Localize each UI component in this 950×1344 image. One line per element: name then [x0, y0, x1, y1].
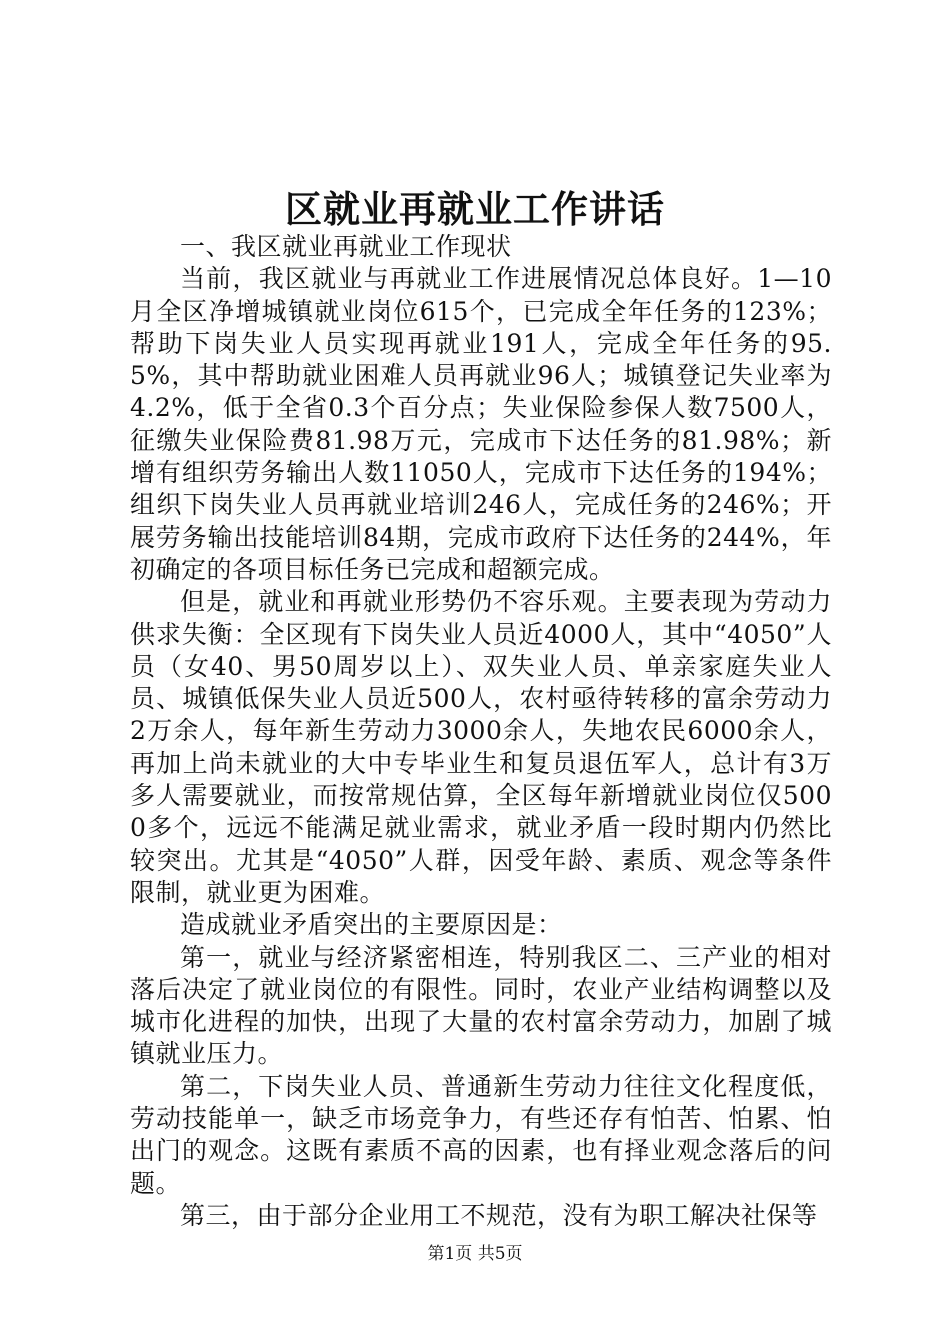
document-title: 区就业再就业工作讲话: [285, 187, 665, 231]
paragraph: 当前，我区就业与再就业工作进展情况总体良好。1—10月全区净增城镇就业岗位615个，已完成全年任务的123%；帮助下岗失业人员实现再就业191人，完成全年任务的95.5%，其中帮助就业困难人员再就业96人；城镇登记失业率为4.2%，低于全省0.3个百分点；失业保险参保人数7500人，征缴失业保险费81.98万元，完成市下达任务的81.98%；新增有组织劳务输出人数11050人，完成市下达任务的194%；组织下岗失业人员再就业培训246人，完成任务的246%；开展劳务输出技能培训84期，完成市政府下达任务的244%，年初确定的各项目标任务已完成和超额完成。: [130, 264, 832, 584]
document-body: [130, 231, 832, 1232]
section-heading: 一、我区就业再就业工作现状: [180, 232, 512, 261]
paragraph: 第一，就业与经济紧密相连，特别我区二、三产业的相对落后决定了就业岗位的有限性。同时，农业产业结构调整以及城市化进程的加快，出现了大量的农村富余劳动力，加剧了城镇就业压力。: [130, 942, 832, 1069]
page-footer: 第1页 共5页: [427, 1244, 523, 1264]
paragraph: 造成就业矛盾突出的主要原因是：: [180, 910, 563, 940]
paragraph: 但是，就业和再就业形势仍不容乐观。主要表现为劳动力供求失衡：全区现有下岗失业人员近4000人，其中“4050”人员（女40、男50周岁以上）、双失业人员、单亲家庭失业人员、城镇低保失业人员近500人，农村亟待转移的富余劳动力2万余人，每年新生劳动力3000余人，失地农民6000余人，再加上尚未就业的大中专毕业生和复员退伍军人，总计有3万多人需要就业，而按常规估算，全区每年新增就业岗位仅5000多个，远远不能满足就业需求，就业矛盾一段时期内仍然比较突出。尤其是“4050”人群，因受年龄、素质、观念等条件限制，就业更为困难。: [130, 587, 832, 907]
paragraph: 第二，下岗失业人员、普通新生劳动力往往文化程度低，劳动技能单一，缺乏市场竞争力，有些还存有怕苦、怕累、怕出门的观念。这既有素质不高的因素，也有择业观念落后的问题。: [130, 1071, 832, 1198]
paragraph: 第三，由于部分企业用工不规范，没有为职工解决社保等: [180, 1200, 818, 1230]
